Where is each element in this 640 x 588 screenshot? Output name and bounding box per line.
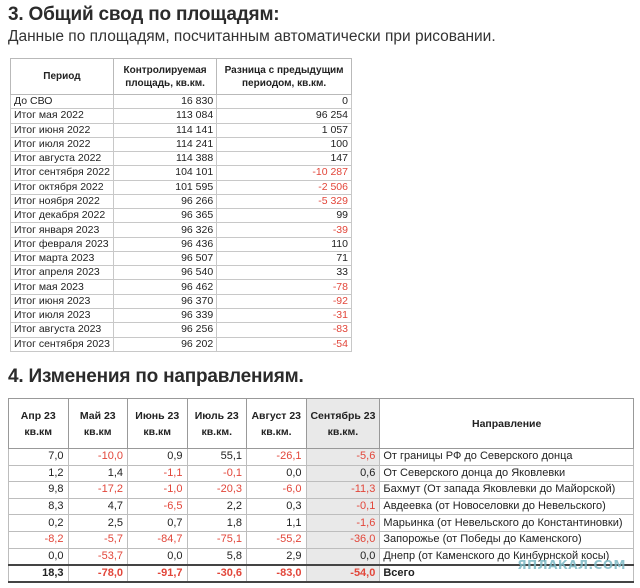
cell-sep23: -5,6: [306, 449, 380, 466]
cell-sep23: -0,1: [306, 498, 380, 515]
table-row: [9, 531, 634, 548]
cell-aug23: 2,9: [247, 548, 307, 565]
cell-diff: 100: [217, 137, 352, 151]
cell-aug23: 0,0: [247, 465, 307, 482]
cell-period: Итог апреля 2023: [11, 266, 114, 280]
cell-jul23: -20,3: [187, 482, 247, 499]
cell-jul23: 1,8: [187, 515, 247, 532]
section3-title: 3. Общий свод по площадям:: [8, 4, 280, 25]
col-header-area: Контролируемая площадь, кв.км.: [113, 59, 216, 95]
cell-direction: От границы РФ до Северского донца: [380, 449, 634, 466]
table-row: [11, 123, 352, 137]
table-row: [11, 337, 352, 351]
cell-period: Итог марта 2023: [11, 251, 114, 265]
cell-diff: 110: [217, 237, 352, 251]
table-row: [9, 498, 634, 515]
cell-may23: 4,7: [68, 498, 128, 515]
cell-period: Итог июля 2022: [11, 137, 114, 151]
col-header-sep23: Сентябрь 23 кв.км.: [306, 399, 380, 449]
cell-aug23: -83,0: [247, 565, 307, 582]
table-row: [11, 109, 352, 123]
cell-period: Итог мая 2023: [11, 280, 114, 294]
cell-sep23: -11,3: [306, 482, 380, 499]
cell-area: 96 202: [113, 337, 216, 351]
cell-area: 114 388: [113, 152, 216, 166]
cell-direction: От Северского донца до Яковлевки: [380, 465, 634, 482]
table-row: [9, 515, 634, 532]
cell-area: 114 241: [113, 137, 216, 151]
col-header-may23: Май 23 кв.км: [68, 399, 128, 449]
cell-direction: Бахмут (От запада Яковлевки до Майорской): [380, 482, 634, 499]
cell-diff: 1 057: [217, 123, 352, 137]
cell-jun23: -1,0: [128, 482, 188, 499]
directions-table: [8, 398, 634, 583]
cell-area: 96 540: [113, 266, 216, 280]
cell-area: 114 141: [113, 123, 216, 137]
cell-may23: -17,2: [68, 482, 128, 499]
table-row: [11, 95, 352, 109]
cell-period: Итог декабря 2022: [11, 209, 114, 223]
table-row: [9, 449, 634, 466]
cell-jul23: 5,8: [187, 548, 247, 565]
col-header-diff: Разница с предыдущим периодом, кв.км.: [217, 59, 352, 95]
cell-direction: Запорожье (от Победы до Каменского): [380, 531, 634, 548]
table-row: [11, 209, 352, 223]
table-row: [11, 294, 352, 308]
table-header-row: [11, 59, 352, 95]
cell-area: 96 370: [113, 294, 216, 308]
cell-diff: -78: [217, 280, 352, 294]
cell-diff: 71: [217, 251, 352, 265]
cell-diff: -2 506: [217, 180, 352, 194]
cell-diff: 147: [217, 152, 352, 166]
cell-apr23: 8,3: [9, 498, 69, 515]
cell-sep23: -36,0: [306, 531, 380, 548]
cell-period: Итог августа 2023: [11, 323, 114, 337]
table-row: [11, 194, 352, 208]
cell-area: 96 507: [113, 251, 216, 265]
cell-jul23: 55,1: [187, 449, 247, 466]
cell-diff: 33: [217, 266, 352, 280]
cell-aug23: -6,0: [247, 482, 307, 499]
cell-may23: -53,7: [68, 548, 128, 565]
cell-diff: -31: [217, 308, 352, 322]
cell-period: Итог мая 2022: [11, 109, 114, 123]
cell-area: 101 595: [113, 180, 216, 194]
cell-apr23: 9,8: [9, 482, 69, 499]
cell-apr23: 0,2: [9, 515, 69, 532]
cell-period: Итог октября 2022: [11, 180, 114, 194]
cell-area: 96 462: [113, 280, 216, 294]
cell-sep23: 0,6: [306, 465, 380, 482]
cell-sep23: -54,0: [306, 565, 380, 582]
cell-period: Итог февраля 2023: [11, 237, 114, 251]
col-header-period: Период: [11, 59, 114, 95]
cell-area: 96 266: [113, 194, 216, 208]
cell-aug23: -26,1: [247, 449, 307, 466]
table-row: [11, 280, 352, 294]
cell-may23: 2,5: [68, 515, 128, 532]
cell-jul23: -30,6: [187, 565, 247, 582]
cell-aug23: -55,2: [247, 531, 307, 548]
cell-direction: Всего: [380, 565, 634, 582]
cell-apr23: 18,3: [9, 565, 69, 582]
cell-diff: 99: [217, 209, 352, 223]
cell-area: 104 101: [113, 166, 216, 180]
table-row: [11, 251, 352, 265]
cell-jun23: 0,9: [128, 449, 188, 466]
cell-aug23: 1,1: [247, 515, 307, 532]
cell-area: 113 084: [113, 109, 216, 123]
cell-period: Итог сентября 2023: [11, 337, 114, 351]
cell-jun23: -91,7: [128, 565, 188, 582]
cell-sep23: -1,6: [306, 515, 380, 532]
table-row: [11, 152, 352, 166]
table-row: [9, 465, 634, 482]
cell-direction: Днепр (от Каменского до Кинбурнской косы): [380, 548, 634, 565]
area-summary-body: [11, 95, 352, 352]
table-row: [11, 137, 352, 151]
table-row: [9, 482, 634, 499]
cell-diff: -83: [217, 323, 352, 337]
col-header-aug23: Август 23 кв.км.: [247, 399, 307, 449]
cell-area: 96 326: [113, 223, 216, 237]
cell-jun23: -1,1: [128, 465, 188, 482]
cell-jun23: -84,7: [128, 531, 188, 548]
cell-area: 96 365: [113, 209, 216, 223]
cell-diff: -39: [217, 223, 352, 237]
cell-jun23: 0,7: [128, 515, 188, 532]
cell-diff: 0: [217, 95, 352, 109]
cell-period: Итог сентября 2022: [11, 166, 114, 180]
section4-title: 4. Изменения по направлениям.: [8, 366, 304, 387]
cell-apr23: 1,2: [9, 465, 69, 482]
cell-may23: 1,4: [68, 465, 128, 482]
cell-diff: 96 254: [217, 109, 352, 123]
area-summary-table: [10, 58, 352, 352]
watermark-logo: ЯПЛАКАЛ.COM: [517, 558, 626, 572]
table-row: [11, 180, 352, 194]
cell-diff: -10 287: [217, 166, 352, 180]
cell-period: Итог июня 2023: [11, 294, 114, 308]
table-header-row: [9, 399, 634, 449]
cell-may23: -10,0: [68, 449, 128, 466]
table-row: [11, 308, 352, 322]
cell-diff: -54: [217, 337, 352, 351]
col-header-jun23: Июнь 23 кв.км: [128, 399, 188, 449]
section3-subtitle: Данные по площадям, посчитанным автоматически при рисовании.: [8, 28, 496, 45]
cell-jun23: -6,5: [128, 498, 188, 515]
cell-may23: -5,7: [68, 531, 128, 548]
table-row: [11, 166, 352, 180]
cell-diff: -5 329: [217, 194, 352, 208]
cell-period: Итог января 2023: [11, 223, 114, 237]
cell-direction: Авдеевка (от Новоселовки до Невельского): [380, 498, 634, 515]
cell-area: 96 436: [113, 237, 216, 251]
cell-sep23: 0,0: [306, 548, 380, 565]
cell-diff: -92: [217, 294, 352, 308]
cell-area: 96 256: [113, 323, 216, 337]
table-row: [11, 266, 352, 280]
cell-period: Итог июня 2022: [11, 123, 114, 137]
cell-apr23: 7,0: [9, 449, 69, 466]
cell-may23: -78,0: [68, 565, 128, 582]
table-row: [11, 223, 352, 237]
cell-area: 16 830: [113, 95, 216, 109]
col-header-direction: Направление: [380, 399, 634, 449]
col-header-jul23: Июль 23 кв.км.: [187, 399, 247, 449]
cell-aug23: 0,3: [247, 498, 307, 515]
cell-apr23: -8,2: [9, 531, 69, 548]
cell-jul23: -0,1: [187, 465, 247, 482]
cell-period: Итог ноября 2022: [11, 194, 114, 208]
col-header-apr23: Апр 23 кв.км: [9, 399, 69, 449]
cell-jun23: 0,0: [128, 548, 188, 565]
cell-jul23: 2,2: [187, 498, 247, 515]
cell-period: Итог июля 2023: [11, 308, 114, 322]
cell-jul23: -75,1: [187, 531, 247, 548]
cell-period: До СВО: [11, 95, 114, 109]
cell-apr23: 0,0: [9, 548, 69, 565]
table-row: [11, 237, 352, 251]
cell-direction: Марьинка (от Невельского до Константиновки): [380, 515, 634, 532]
table-row: [11, 323, 352, 337]
cell-period: Итог августа 2022: [11, 152, 114, 166]
cell-area: 96 339: [113, 308, 216, 322]
